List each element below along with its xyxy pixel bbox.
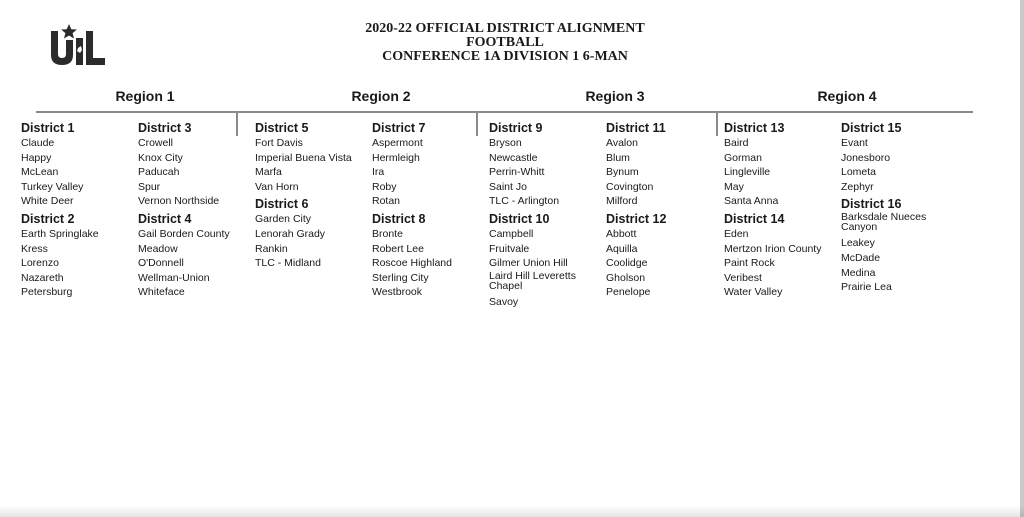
team-name: Perrin-Whitt <box>489 166 545 179</box>
team-name: Baird <box>724 137 749 149</box>
team-name: Zephyr <box>841 180 874 193</box>
team-name: McLean <box>21 166 59 179</box>
region-divider-line <box>36 111 973 113</box>
team-name: Medina <box>841 266 876 279</box>
team-name: Turkey Valley <box>21 180 84 193</box>
team-name: Roscoe Highland <box>372 257 452 270</box>
team-name: Savoy <box>489 295 519 308</box>
region-3-title: Region 3 <box>585 88 645 104</box>
district-block <box>606 212 724 300</box>
district-block <box>255 121 373 194</box>
district-block <box>489 121 607 209</box>
team-name: May <box>724 180 744 193</box>
team-name: Gail Borden County <box>138 227 230 240</box>
team-name: Nazareth <box>21 271 64 284</box>
team-name: Westbrook <box>372 286 422 299</box>
viewer-edge <box>1020 0 1024 517</box>
team-name: Whiteface <box>138 286 185 299</box>
team-name: Sterling City <box>372 271 429 284</box>
team-name: Saint Jo <box>489 180 527 193</box>
team-name: Laird Hill Leveretts Chapel <box>489 269 576 292</box>
team-name: Robert Lee <box>372 242 424 255</box>
team-name: Water Valley <box>724 286 783 299</box>
page-shadow <box>0 505 1024 517</box>
team-name: Bronte <box>372 227 403 240</box>
team-name: Rankin <box>255 242 288 255</box>
team-name: Abbott <box>606 227 637 240</box>
district-name: District 4 <box>138 211 192 226</box>
column-districts-7-8 <box>372 121 490 303</box>
team-name: Fort Davis <box>255 137 303 149</box>
district-block <box>489 212 607 309</box>
header-conference: CONFERENCE 1A DIVISION 1 6-MAN <box>382 49 628 64</box>
team-name: Kress <box>21 242 48 255</box>
district-name: District 10 <box>489 211 550 226</box>
team-name: Knox City <box>138 151 183 164</box>
column-districts-11-12 <box>606 121 724 303</box>
team-name: Santa Anna <box>724 195 779 208</box>
district-block <box>841 121 959 194</box>
team-name: Crowell <box>138 137 174 149</box>
team-name: Meadow <box>138 242 178 255</box>
team-name: Claude <box>21 137 55 149</box>
team-name: Paint Rock <box>724 257 775 270</box>
team-name: Avalon <box>606 137 638 149</box>
district-block <box>724 212 842 300</box>
team-name: Coolidge <box>606 257 648 270</box>
district-name: District 14 <box>724 211 785 226</box>
district-block <box>372 121 490 209</box>
team-name: Marfa <box>255 166 282 179</box>
team-name: Evant <box>841 137 868 149</box>
district-name: District 15 <box>841 121 902 135</box>
team-name: Veribest <box>724 271 762 284</box>
team-name: Earth Springlake <box>21 227 99 240</box>
column-districts-15-16 <box>841 121 959 298</box>
district-name: District 8 <box>372 211 426 226</box>
region-2-title: Region 2 <box>351 88 411 104</box>
district-block <box>255 197 373 270</box>
district-name: District 9 <box>489 121 543 135</box>
team-name: Campbell <box>489 227 534 240</box>
district-block <box>841 197 959 294</box>
district-block <box>138 212 256 300</box>
district-block <box>724 121 842 209</box>
team-name: Milford <box>606 195 638 208</box>
district-name: District 2 <box>21 211 75 226</box>
team-name: Lorenzo <box>21 257 59 270</box>
district-block <box>21 212 139 300</box>
team-name: Penelope <box>606 286 651 299</box>
team-name: Gilmer Union Hill <box>489 257 568 270</box>
district-name: District 11 <box>606 121 666 135</box>
column-districts-3-4 <box>138 121 256 303</box>
team-name: Wellman-Union <box>138 271 210 284</box>
team-name: TLC - Arlington <box>489 195 560 208</box>
document-header <box>0 22 1010 64</box>
team-name: Eden <box>724 227 749 240</box>
team-name: Van Horn <box>255 180 299 193</box>
team-name: Covington <box>606 180 654 193</box>
header-sport: FOOTBALL <box>466 35 544 50</box>
team-name: Gorman <box>724 151 762 164</box>
team-name: Aspermont <box>372 137 423 149</box>
team-name: Bynum <box>606 166 639 179</box>
team-name: Aquilla <box>606 242 638 255</box>
district-name: District 13 <box>724 121 785 135</box>
team-name: McDade <box>841 251 881 264</box>
district-block <box>372 212 490 300</box>
team-name: Bryson <box>489 137 522 149</box>
team-name: Blum <box>606 151 630 164</box>
column-districts-13-14 <box>724 121 842 303</box>
district-name: District 1 <box>21 121 75 135</box>
district-name: District 7 <box>372 121 426 135</box>
team-name: Barksdale Nueces Canyon <box>841 211 927 234</box>
team-name: Rotan <box>372 195 401 208</box>
team-name: Vernon Northside <box>138 195 220 208</box>
team-name: Happy <box>21 151 52 164</box>
team-name: TLC - Midland <box>255 257 321 270</box>
team-name: Ira <box>372 166 385 179</box>
region-1-title: Region 1 <box>115 88 175 104</box>
team-name: Gholson <box>606 271 646 284</box>
team-name: Paducah <box>138 166 180 179</box>
team-name: Prairie Lea <box>841 281 892 294</box>
team-name: O'Donnell <box>138 257 184 270</box>
district-block <box>21 121 139 209</box>
team-name: Leakey <box>841 237 875 250</box>
district-block <box>138 121 256 209</box>
district-name: District 3 <box>138 121 192 135</box>
team-name: Jonesboro <box>841 151 891 164</box>
district-block <box>606 121 724 209</box>
team-name: White Deer <box>21 195 74 208</box>
district-name: District 5 <box>255 121 309 135</box>
team-name: Newcastle <box>489 151 538 164</box>
team-name: Hermleigh <box>372 151 420 164</box>
district-name: District 6 <box>255 197 309 212</box>
team-name: Roby <box>372 180 397 193</box>
team-name: Imperial Buena Vista <box>255 151 352 164</box>
team-name: Garden City <box>255 213 312 226</box>
team-name: Spur <box>138 180 161 193</box>
team-name: Fruitvale <box>489 242 530 255</box>
district-name: District 12 <box>606 211 667 226</box>
team-name: Mertzon Irion County <box>724 242 822 255</box>
team-name: Petersburg <box>21 286 73 299</box>
header-title: 2020-22 OFFICIAL DISTRICT ALIGNMENT <box>365 21 645 36</box>
column-districts-9-10 <box>489 121 607 312</box>
team-name: Lingleville <box>724 166 771 179</box>
column-districts-5-6 <box>255 121 373 274</box>
column-districts-1-2 <box>21 121 139 303</box>
district-name: District 16 <box>841 197 902 212</box>
team-name: Lenorah Grady <box>255 227 326 240</box>
region-4-title: Region 4 <box>817 88 877 104</box>
team-name: Lometa <box>841 166 877 179</box>
